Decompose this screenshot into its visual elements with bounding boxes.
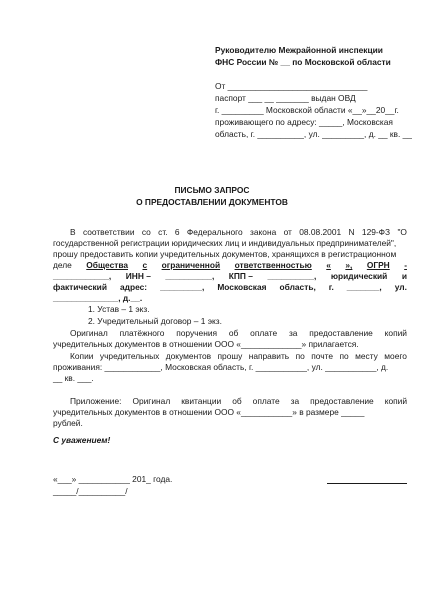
signature-line	[327, 483, 407, 484]
attachment-line-1: Приложение: Оригинал квитанции об оплате за предоставление копий	[70, 396, 407, 406]
p1-line-3: прошу предоставить копии учредительных документов, хранящихся в регистрационном	[53, 249, 397, 259]
p3-line-3: __ кв. ___.	[53, 373, 94, 383]
p1-line-1: В соответствии со ст. 6 Федерального закона от 08.08.2001 N 129-ФЗ "О	[70, 227, 407, 237]
list-item-1: 1. Устав – 1 экз.	[88, 304, 150, 314]
attachment-line-3: рублей.	[53, 418, 83, 428]
p1-line-5: ____________, ИНН – __________, КПП – __________, юридический и	[53, 271, 407, 281]
sender-from: От ______________________________	[215, 81, 368, 91]
sender-residing: проживающего по адресу: _____, Московская	[215, 117, 393, 127]
p1-line-2: государственной регистрации юридических лиц и индивидуальных предпринимателей",	[53, 238, 397, 248]
document-subtitle: О ПРЕДОСТАВЛЕНИИ ДОКУМЕНТОВ	[136, 197, 288, 207]
p3-line-1: Копии учредительных документов прошу направить по почте по месту моего	[70, 351, 407, 361]
p2-line-1: Оригинал платёжного поручения об оплате за предоставление копий	[70, 328, 407, 338]
attachment-line-2: учредительных документов в отношении ООО «___________» в размере _____	[53, 407, 365, 417]
p3-line-2: проживания: ____________, Московская область, г. ___________, ул. ___________, д.	[53, 362, 389, 372]
recipient-line-2: ФНС России № __ по Московской области	[215, 57, 391, 67]
document-title: ПИСЬМО ЗАПРОС	[174, 185, 250, 195]
list-item-2: 2. Учредительный договор – 1 экз.	[88, 316, 222, 326]
sender-passport: паспорт ___ __ _______ выдан ОВД	[215, 93, 356, 103]
closing-regards: С уважением!	[53, 435, 111, 445]
p1-line-7: ______________, д.__.	[53, 293, 143, 303]
recipient-line-1: Руководителю Межрайонной инспекции	[215, 45, 383, 55]
closing-signature: _____/__________/	[53, 486, 128, 496]
sender-region: область, г. __________, ул. _________, д. __ кв. __	[215, 129, 412, 139]
sender-city: г. _________ Московской области «__»__20__г.	[215, 105, 399, 115]
p2-line-2: учредительных документов в отношении ООО «_____________» прилагается.	[53, 339, 359, 349]
closing-date: «___» ___________ 201_ года.	[53, 474, 173, 484]
p1-line-4: деле Общества с ограниченной ответственностью « », ОГРН -	[53, 260, 407, 270]
p1-line-6: фактический адрес: _________, Московская область, г. _______, ул.	[53, 282, 407, 292]
